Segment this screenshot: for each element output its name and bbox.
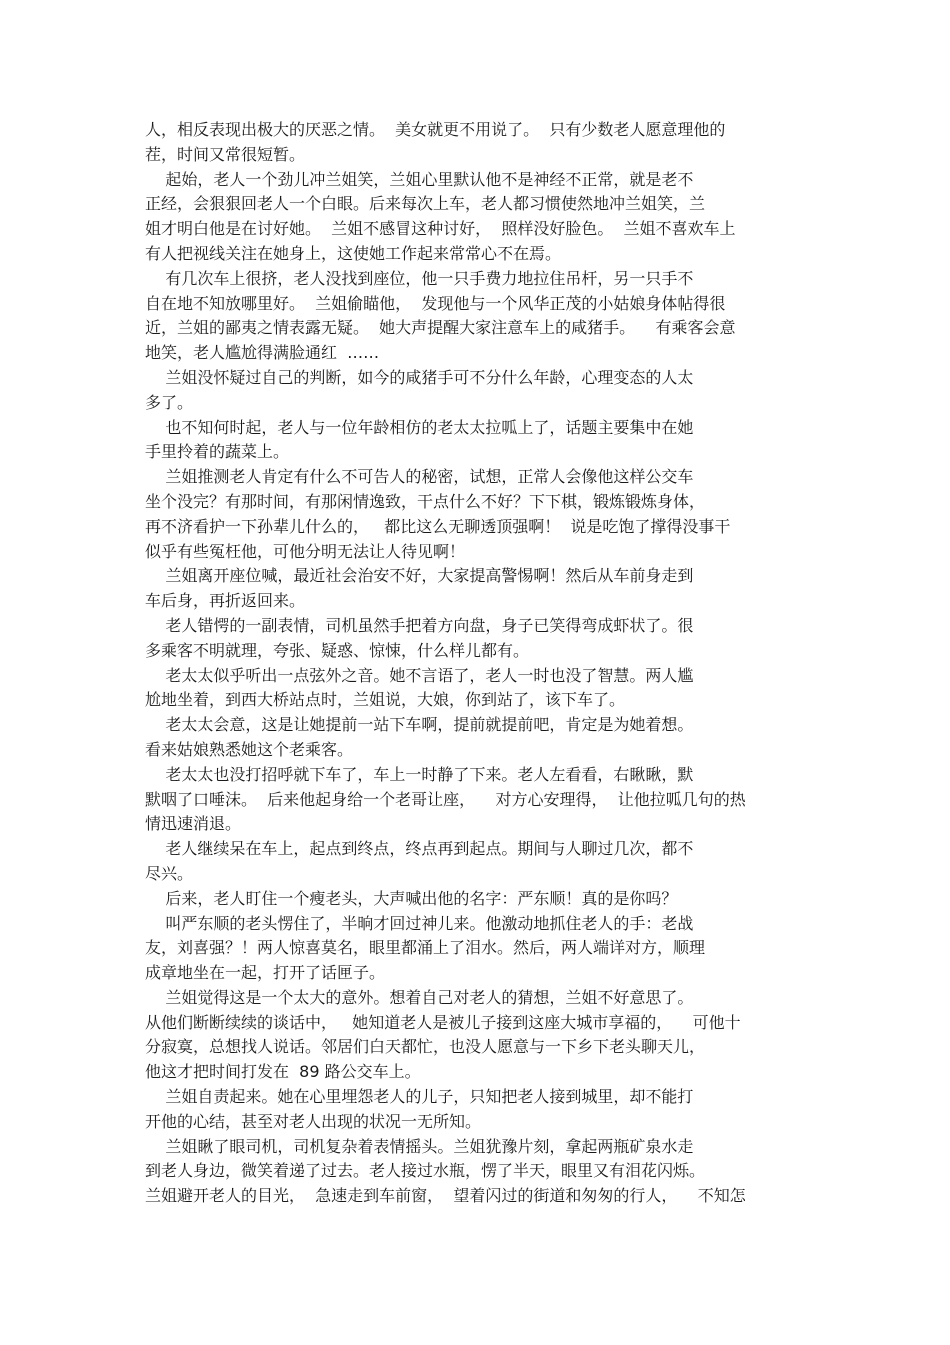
text-line: 再不济看护一下孙辈儿什么的， 都比这么无聊透顶强啊！ 说是吃饱了撑得没事干 (145, 516, 731, 536)
text-line: 地笑，老人尴尬得满脸通红 …… (145, 343, 380, 363)
text-line: 看来姑娘熟悉她这个老乘客。 (145, 739, 354, 759)
text-line: 自在地不知放哪里好。 兰姐偷瞄他， 发现他与一个风华正茂的小姑娘身体帖得很 (145, 293, 726, 313)
text-line: 开他的心结，甚至对老人出现的状况一无所知。 (145, 1111, 482, 1131)
text-line: 老太太也没打招呼就下车了，车上一时静了下来。老人左看看，右瞅瞅，默 (145, 764, 694, 784)
text-line: 老太太会意，这是让她提前一站下车啊，提前就提前吧，肯定是为她着想。 (145, 715, 694, 735)
text-line: 尽兴。 (145, 863, 194, 883)
text-line: 兰姐瞅了眼司机，司机复杂着表情摇头。兰姐犹豫片刻，拿起两瓶矿泉水走 (145, 1136, 694, 1156)
text-line: 有人把视线关注在她身上，这使她工作起来常常心不在焉。 (145, 243, 562, 263)
text-line: 兰姐觉得这是一个太大的意外。想着自己对老人的猜想，兰姐不好意思了。 (145, 987, 694, 1007)
text-line: 他这才把时间打发在 89 路公交车上。 (145, 1062, 421, 1082)
text-line: 有几次车上很挤，老人没找到座位，他一只手费力地拉住吊杆，另一只手不 (145, 268, 694, 288)
text-line: 多了。 (145, 392, 194, 412)
text-line: 兰姐避开老人的目光， 急速走到车前窗， 望着闪过的街道和匆匆的行人， 不知怎 (145, 1186, 746, 1206)
text-line: 默咽了口唾沫。 后来他起身给一个老哥让座， 对方心安理得， 让他拉呱几句的热 (145, 789, 746, 809)
text-line: 后来，老人盯住一个瘦老头，大声喊出他的名字：严东顺！真的是你吗？ (145, 888, 678, 908)
text-line: 兰姐自责起来。她在心里埋怨老人的儿子，只知把老人接到城里，却不能打 (145, 1087, 694, 1107)
text-line: 多乘客不明就理，夸张、疑惑、惊悚，什么样儿都有。 (145, 640, 530, 660)
text-line: 姐才明白他是在讨好她。 兰姐不感冒这种讨好， 照样没好脸色。 兰姐不喜欢车上 (145, 219, 736, 239)
text-line: 似乎有些冤枉他，可他分明无法让人待见啊！ (145, 541, 466, 561)
text-line: 叫严东顺的老头愣住了，半晌才回过神儿来。他激动地抓住老人的手：老战 (145, 913, 694, 933)
text-line: 分寂寞，总想找人说话。邻居们白天都忙，也没人愿意与一下乡下老头聊天儿， (145, 1037, 706, 1057)
text-line: 友，刘喜强？！两人惊喜莫名，眼里都涌上了泪水。然后，两人端详对方，顺理 (145, 938, 706, 958)
text-line: 老太太似乎听出一点弦外之音。她不言语了，老人一时也没了智慧。两人尴 (145, 665, 694, 685)
text-line: 情迅速消退。 (145, 814, 242, 834)
text-line: 人，相反表现出极大的厌恶之情。 美女就更不用说了。 只有少数老人愿意理他的 (145, 120, 726, 139)
text-line: 尬地坐着，到西大桥站点时，兰姐说，大娘，你到站了，该下车了。 (145, 690, 626, 710)
text-line: 手里拎着的蔬菜上。 (145, 442, 290, 462)
text-line: 也不知何时起，老人与一位年龄相仿的老太太拉呱上了，话题主要集中在她 (145, 417, 694, 437)
text-line: 起始，老人一个劲儿冲兰姐笑，兰姐心里默认他不是神经不正常，就是老不 (145, 169, 694, 189)
text-line: 老人错愕的一副表情，司机虽然手把着方向盘，身子已笑得弯成虾状了。很 (145, 615, 694, 635)
text-line: 茬，时间又常很短暂。 (145, 144, 306, 164)
text-line: 兰姐离开座位喊，最近社会治安不好，大家提高警惕啊！然后从车前身走到 (145, 566, 694, 586)
text-line: 坐个没完？有那时间，有那闲情逸致，干点什么不好？下下棋，锻炼锻炼身体， (145, 491, 706, 511)
text-line: 从他们断断续续的谈话中， 她知道老人是被儿子接到这座大城市享福的， 可他十 (145, 1012, 741, 1032)
text-line: 老人继续呆在车上，起点到终点，终点再到起点。期间与人聊过几次，都不 (145, 839, 694, 859)
text-line: 到老人身边，微笑着递了过去。老人接过水瓶，愣了半天，眼里又有泪花闪烁。 (145, 1161, 706, 1181)
text-line: 正经，会狠狠回老人一个白眼。后来每次上车，老人都习惯使然地冲兰姐笑，兰 (145, 194, 706, 214)
text-line: 兰姐没怀疑过自己的判断，如今的咸猪手可不分什么年龄，心理变态的人太 (145, 367, 694, 387)
text-line: 车后身，再折返回来。 (145, 591, 306, 611)
story-text-body (145, 118, 845, 1209)
text-line: 近，兰姐的鄙夷之情表露无疑。 她大声提醒大家注意车上的咸猪手。 有乘客会意 (145, 318, 736, 338)
text-line: 兰姐推测老人肯定有什么不可告人的秘密，试想，正常人会像他这样公交车 (145, 467, 694, 487)
text-line: 成章地坐在一起，打开了话匣子。 (145, 963, 386, 983)
